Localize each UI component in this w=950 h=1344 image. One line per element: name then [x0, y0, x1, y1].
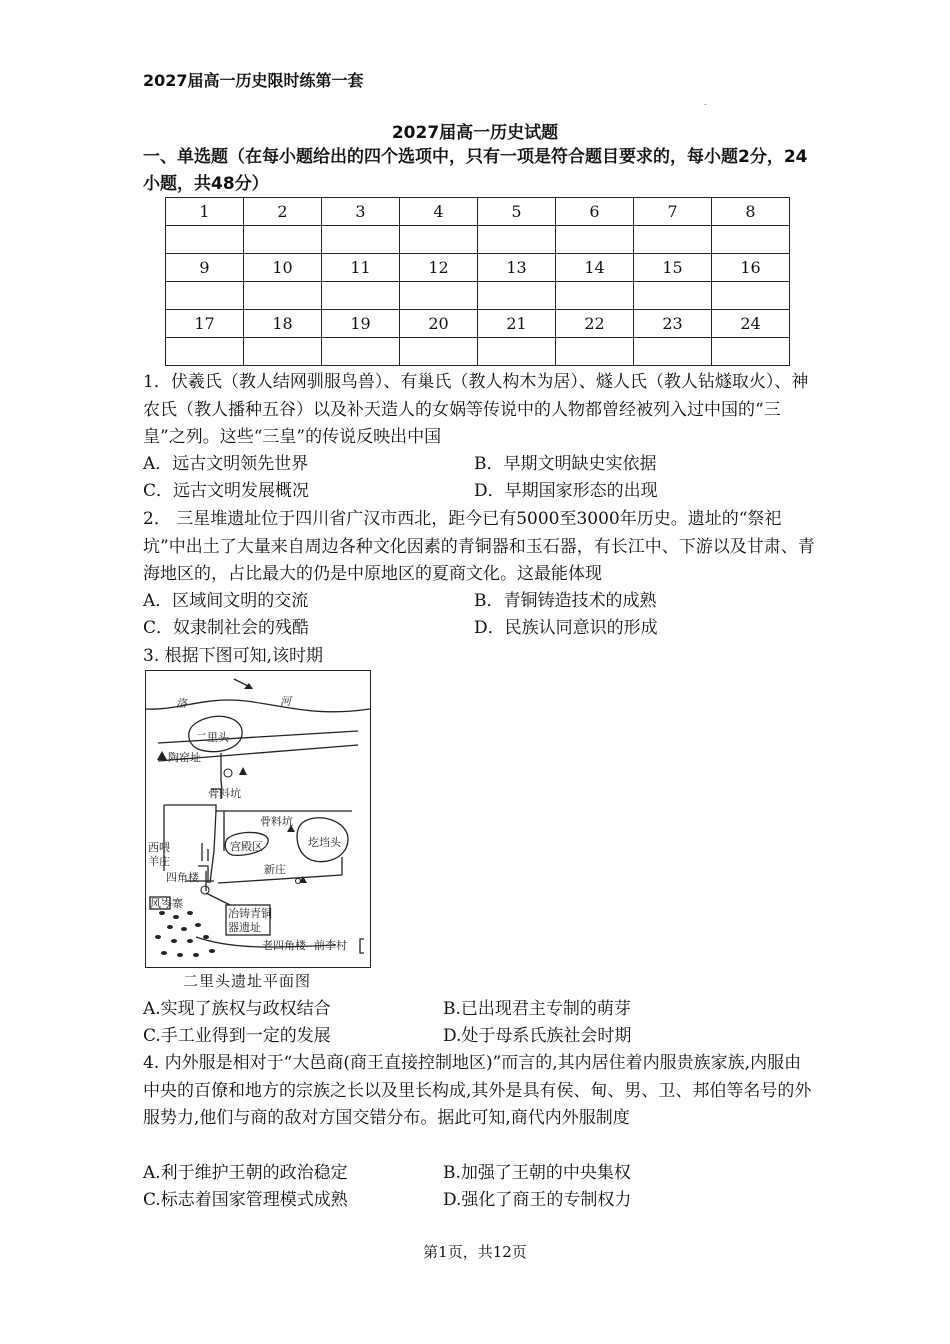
map-label-yezhu-2: 器遗址	[228, 921, 261, 934]
map-label-he: 河	[280, 695, 291, 708]
answer-number: 10	[244, 254, 322, 282]
section-heading: 一、单选题（在每小题给出的四个选项中，只有一项是符合题目要求的，每小题2分，24小题，共48分）	[143, 147, 808, 194]
answer-cell[interactable]	[634, 282, 712, 310]
map-drawing	[146, 671, 370, 967]
question-4-stem: 4. 内外服是相对于“大邑商(商王直接控制地区)”而言的,其内居住着内服贵族家族,内服由中央的百僚和地方的宗族之长以及里长构成,其外是具有侯、甸、男、卫、邦伯等名号的外服势力,他们与商的敌对方国交错分布。据此可知,商代内外服制度	[143, 1053, 812, 1128]
answer-cell[interactable]	[634, 226, 712, 254]
road-main	[210, 811, 216, 883]
answer-cell[interactable]	[478, 282, 556, 310]
answer-cell[interactable]	[322, 282, 400, 310]
answer-cell[interactable]	[400, 282, 478, 310]
answer-cell[interactable]	[166, 338, 244, 366]
answer-number: 8	[712, 198, 790, 226]
answer-number: 5	[478, 198, 556, 226]
question-1-option-b[interactable]: B．早期文明缺史实依据	[474, 454, 657, 474]
settlement-dots	[155, 911, 215, 957]
answer-cell[interactable]	[244, 338, 322, 366]
answer-cell[interactable]	[712, 338, 790, 366]
well-circle	[224, 769, 232, 777]
answer-cell[interactable]	[712, 226, 790, 254]
answer-cell[interactable]	[556, 338, 634, 366]
map-label-yangzhuang: 羊庄	[148, 855, 170, 868]
road-vertical	[221, 753, 222, 789]
map-label-gedatou: 圪垱头	[308, 836, 341, 849]
answer-cell[interactable]	[634, 338, 712, 366]
question-3-stem: 3. 根据下图可知,该时期	[143, 646, 324, 666]
answer-number: 6	[556, 198, 634, 226]
page-header-title: 2027届高一历史限时练第一套	[143, 71, 364, 90]
answer-number: 13	[478, 254, 556, 282]
stray-dot: .	[704, 98, 707, 107]
map-label-xinzhuang: 新庄	[264, 863, 286, 876]
answer-number: 23	[634, 310, 712, 338]
question-2-option-a[interactable]: A．区域间文明的交流	[143, 591, 309, 611]
exam-title: 2027届高一历史试题	[391, 123, 559, 143]
question-4-option-b[interactable]: B.加强了王朝的中央集权	[443, 1163, 631, 1183]
answer-cell[interactable]	[400, 226, 478, 254]
answer-number: 15	[634, 254, 712, 282]
table-row	[166, 310, 790, 338]
answer-number: 24	[712, 310, 790, 338]
question-3-option-d[interactable]: D.处于母系氏族社会时期	[443, 1026, 632, 1046]
flow-arrow-head	[244, 683, 253, 689]
question-2-option-c[interactable]: C．奴隶制社会的残酷	[143, 618, 310, 638]
answer-number: 18	[244, 310, 322, 338]
answer-table	[165, 197, 790, 366]
site-marker	[157, 751, 167, 760]
map-label-sijiaolou: 四角楼	[166, 871, 199, 884]
map-label-yezhu-1: 冶铸青铜	[228, 907, 272, 920]
question-2-option-b[interactable]: B．青铜铸造技术的成熟	[474, 591, 657, 611]
map-label-guliao-1: 骨料坑	[208, 787, 241, 800]
answer-number: 19	[322, 310, 400, 338]
map-label-erlitou: 二里头	[196, 731, 229, 744]
question-3-option-b[interactable]: B.已出现君主专制的萌芽	[443, 999, 631, 1019]
question-3-option-a[interactable]: A.实现了族权与政权结合	[143, 999, 331, 1019]
question-4-option-a[interactable]: A.利于维护王朝的政治稳定	[143, 1163, 348, 1183]
map-caption: 二里头遗址平面图	[183, 972, 312, 990]
site-marker	[239, 767, 247, 775]
question-1-option-a[interactable]: A．远古文明领先世界	[143, 454, 309, 474]
answer-number: 12	[400, 254, 478, 282]
answer-number: 22	[556, 310, 634, 338]
answer-cell[interactable]	[400, 338, 478, 366]
answer-cell[interactable]	[166, 226, 244, 254]
bronze-road	[206, 893, 230, 905]
map-label-laosijiaolou: 老四角楼	[262, 939, 306, 952]
table-row	[166, 226, 790, 254]
answer-number: 9	[166, 254, 244, 282]
answer-number: 2	[244, 198, 322, 226]
answer-number: 16	[712, 254, 790, 282]
answer-number: 11	[322, 254, 400, 282]
map-label-fengcunzhai: 风岑寨	[150, 897, 183, 910]
road-cross	[164, 805, 352, 811]
answer-number: 7	[634, 198, 712, 226]
answer-number: 21	[478, 310, 556, 338]
answer-cell[interactable]	[556, 226, 634, 254]
answer-cell[interactable]	[244, 282, 322, 310]
question-2-option-d[interactable]: D．民族认同意识的形成	[474, 618, 658, 638]
answer-number: 14	[556, 254, 634, 282]
answer-number: 1	[166, 198, 244, 226]
answer-number: 4	[400, 198, 478, 226]
road-upper	[158, 731, 358, 743]
answer-cell[interactable]	[478, 226, 556, 254]
answer-cell[interactable]	[712, 282, 790, 310]
answer-cell[interactable]	[322, 226, 400, 254]
question-1-option-d[interactable]: D．早期国家形态的出现	[474, 481, 658, 501]
table-row	[166, 198, 790, 226]
answer-cell[interactable]	[244, 226, 322, 254]
map-label-xiwei: 西喂	[148, 841, 170, 854]
table-row	[166, 254, 790, 282]
road-south	[218, 875, 342, 883]
answer-number: 17	[166, 310, 244, 338]
answer-cell[interactable]	[556, 282, 634, 310]
question-4-option-d[interactable]: D.强化了商王的专制权力	[443, 1190, 632, 1210]
table-row	[166, 282, 790, 310]
well-circle	[201, 886, 209, 894]
map-label-qianlicun: 前李村	[314, 939, 347, 952]
map-label-gongdian: 宫殿区	[230, 840, 263, 853]
question-1-option-c[interactable]: C．远古文明发展概况	[143, 481, 310, 501]
map-label-guliao-2: 骨料坑	[260, 815, 293, 828]
answer-cell[interactable]	[166, 282, 244, 310]
answer-cell[interactable]	[322, 338, 400, 366]
question-1-stem: 1．伏羲氏（教人结网驯服鸟兽）、有巢氏（教人构木为居）、燧人氏（教人钻燧取火）、神农氏（教人播种五谷）以及补天造人的女娲等传说中的人物都曾经被列入过中国的“三皇”之列。这些“三皇”的传说反映出中国	[143, 372, 809, 447]
bracket-right	[360, 939, 364, 953]
erlitou-site-map	[145, 670, 371, 968]
table-row	[166, 338, 790, 366]
map-label-luo: 洛	[176, 697, 187, 710]
question-3-option-c[interactable]: C.手工业得到一定的发展	[143, 1026, 331, 1046]
answer-number: 3	[322, 198, 400, 226]
answer-cell[interactable]	[478, 338, 556, 366]
question-4-option-c[interactable]: C.标志着国家管理模式成熟	[143, 1190, 348, 1210]
question-2-stem: 2． 三星堆遗址位于四川省广汉市西北，距今已有5000至3000年历史。遗址的“祭祀坑”中出土了大量来自周边各种文化因素的青铜器和玉石器，有长江中、下游以及甘肃、青海地区的，占比最大的仍是中原地区的夏商文化。这最能体现	[143, 509, 815, 584]
answer-number: 20	[400, 310, 478, 338]
map-label-taoyao: 陶窑址	[168, 751, 201, 764]
page-footer: 第1页，共12页	[423, 1243, 527, 1261]
